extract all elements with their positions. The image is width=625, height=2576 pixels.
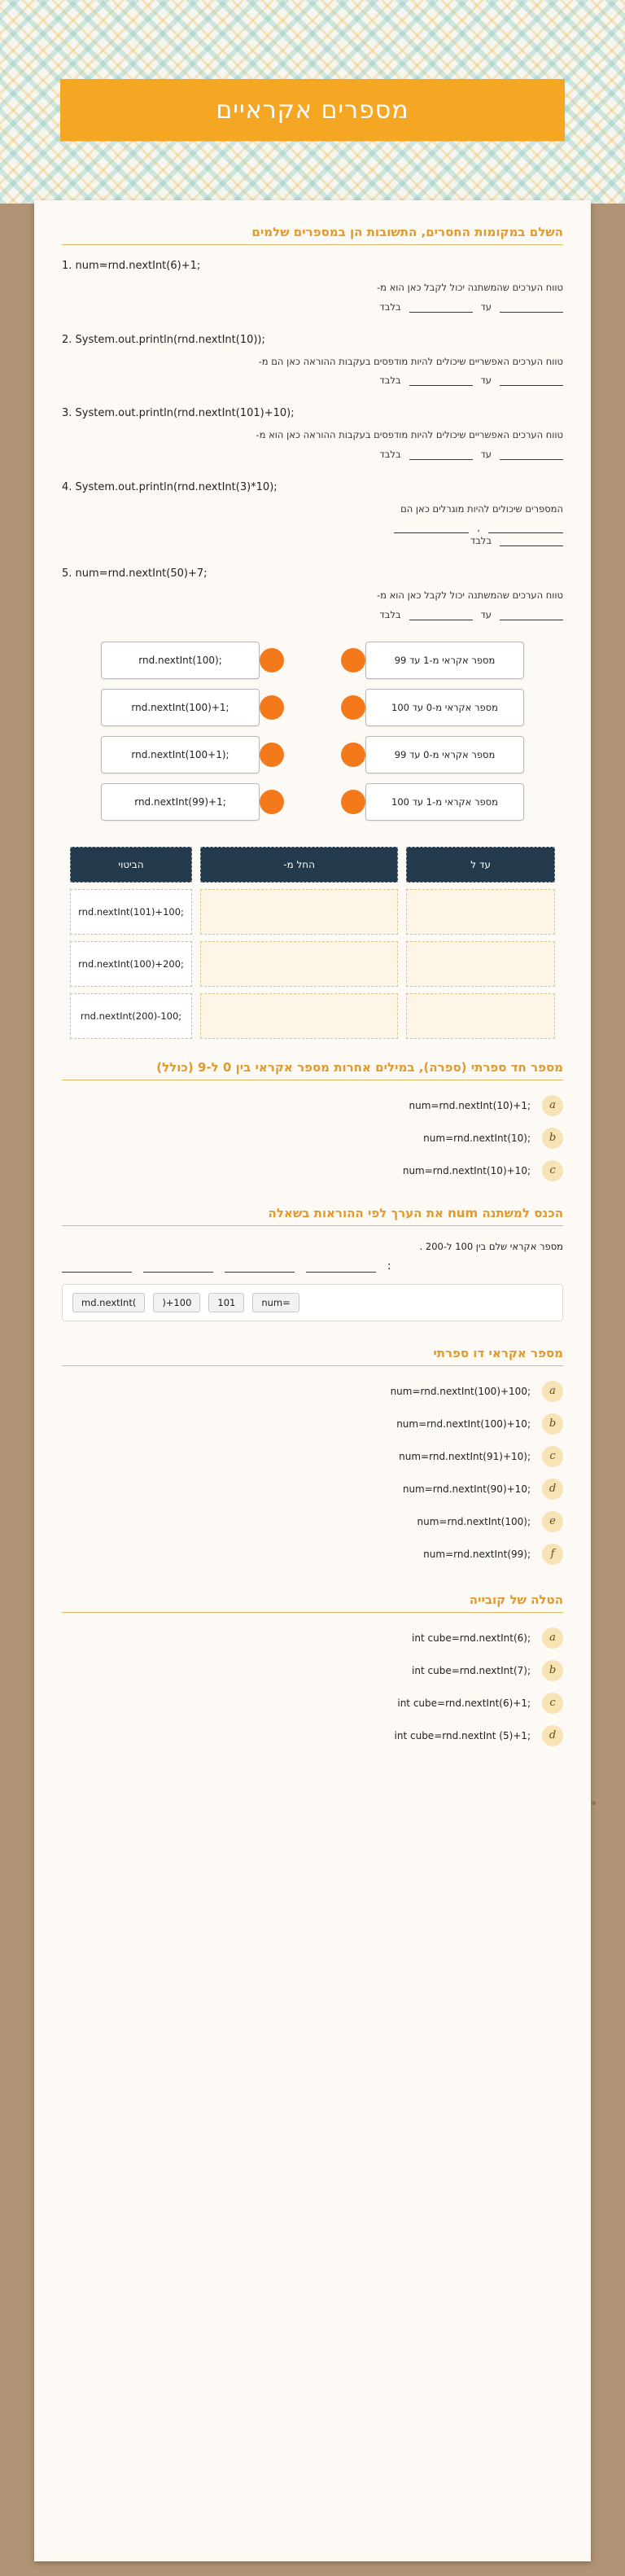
match-connector-dot[interactable] bbox=[260, 648, 284, 672]
option-text: int cube=rnd.nextInt(6)+1; bbox=[397, 1697, 531, 1709]
table-header-row bbox=[70, 847, 555, 883]
one-digit-options bbox=[62, 1095, 563, 1181]
match-code-box: rnd.nextInt(100); bbox=[101, 642, 260, 679]
option-text: int cube=rnd.nextInt(6); bbox=[412, 1632, 531, 1644]
to-label: עד bbox=[480, 608, 492, 620]
option-c[interactable] bbox=[62, 1693, 563, 1714]
match-connector-dot[interactable] bbox=[260, 743, 284, 767]
option-text: num=rnd.nextInt(10)+10; bbox=[402, 1164, 531, 1176]
match-code-box: rnd.nextInt(99)+1; bbox=[101, 783, 260, 821]
section-title-fill-in: השלם במקומות החסרים, התשובות הן במספרים שלמים bbox=[62, 225, 563, 245]
option-b[interactable] bbox=[62, 1660, 563, 1681]
match-connector-dot[interactable] bbox=[341, 648, 365, 672]
option-text: num=rnd.nextInt(10)+1; bbox=[409, 1099, 531, 1111]
option-e[interactable] bbox=[62, 1511, 563, 1532]
range-table bbox=[62, 840, 563, 1045]
match-row bbox=[101, 783, 524, 821]
match-connector-dot[interactable] bbox=[341, 790, 365, 814]
option-c[interactable] bbox=[62, 1160, 563, 1181]
assemble-instruction: מספר אקראי שלם בין 100 ל-200 . bbox=[419, 1240, 563, 1252]
table-cell-from[interactable] bbox=[200, 941, 398, 987]
match-description-3[interactable] bbox=[352, 736, 524, 773]
answer-blank[interactable] bbox=[306, 1261, 376, 1273]
question-5-desc: טווח הערכים שהמשתנה יכול לקבל כאן הוא מ- bbox=[376, 589, 563, 602]
table-cell-to[interactable] bbox=[406, 889, 555, 935]
option-letter: a bbox=[542, 1628, 563, 1649]
option-a[interactable] bbox=[62, 1095, 563, 1116]
match-code-box: rnd.nextInt(100+1); bbox=[101, 736, 260, 773]
two-digit-options bbox=[62, 1381, 563, 1565]
option-d[interactable] bbox=[62, 1479, 563, 1500]
match-description-box: מספר אקראי מ-0 עד 99 bbox=[365, 736, 524, 773]
option-letter: c bbox=[542, 1160, 563, 1181]
only-label: בלבד bbox=[379, 375, 401, 387]
to-label: עד bbox=[480, 300, 492, 313]
section-title-assemble: הכנס למשתנה num את הערך לפי ההוראות בשאלה bbox=[62, 1206, 563, 1226]
table-row bbox=[70, 889, 555, 935]
option-letter: d bbox=[542, 1479, 563, 1500]
question-2-code: 2. System.out.println(rnd.nextInt(10)); bbox=[62, 333, 265, 346]
option-a[interactable] bbox=[62, 1628, 563, 1649]
answer-blank[interactable] bbox=[500, 535, 563, 546]
answer-blank[interactable] bbox=[500, 301, 563, 313]
to-label: עד bbox=[480, 375, 492, 387]
option-letter: b bbox=[542, 1128, 563, 1149]
option-b[interactable] bbox=[62, 1128, 563, 1149]
table-cell-from[interactable] bbox=[200, 889, 398, 935]
table-header-to: עד ל bbox=[406, 847, 555, 883]
match-row bbox=[101, 689, 524, 726]
option-b[interactable] bbox=[62, 1413, 563, 1435]
question-1 bbox=[62, 260, 563, 313]
only-label: בלבד bbox=[470, 535, 492, 547]
option-letter: c bbox=[542, 1446, 563, 1467]
cube-options bbox=[62, 1628, 563, 1746]
assemble-answer-blanks bbox=[62, 1260, 563, 1273]
match-row bbox=[101, 736, 524, 773]
option-c[interactable] bbox=[62, 1446, 563, 1467]
answer-blank[interactable] bbox=[62, 1261, 132, 1273]
match-code-box: rnd.nextInt(100)+1; bbox=[101, 689, 260, 726]
token-nextint[interactable]: md.nextInt( bbox=[72, 1293, 145, 1312]
match-connector-dot[interactable] bbox=[341, 695, 365, 720]
question-1-blanks bbox=[62, 301, 563, 313]
question-2 bbox=[62, 334, 563, 387]
table-cell-from[interactable] bbox=[200, 993, 398, 1039]
match-connector-dot[interactable] bbox=[260, 790, 284, 814]
match-description-2[interactable] bbox=[352, 689, 524, 726]
option-letter: e bbox=[542, 1511, 563, 1532]
question-3 bbox=[62, 407, 563, 460]
table-cell-expression: rnd.nextInt(101)+100; bbox=[70, 889, 192, 935]
question-3-desc: טווח הערכים האפשריים שיכולים להיות מודפסים בעקבות ההוראה כאן הוא מ- bbox=[256, 429, 563, 441]
match-code-4[interactable] bbox=[101, 783, 273, 821]
question-1-code: 1. num=rnd.nextInt(6)+1; bbox=[62, 260, 201, 272]
question-2-blanks bbox=[62, 375, 563, 386]
table-row bbox=[70, 941, 555, 987]
table-cell-expression: rnd.nextInt(200)-100; bbox=[70, 993, 192, 1039]
table-row bbox=[70, 993, 555, 1039]
match-code-3[interactable] bbox=[101, 736, 273, 773]
match-description-box: מספר אקראי מ-1 עד 100 bbox=[365, 783, 524, 821]
token-101[interactable]: 101 bbox=[208, 1293, 244, 1312]
match-description-box: מספר אקראי מ-0 עד 100 bbox=[365, 689, 524, 726]
match-description-1[interactable] bbox=[352, 642, 524, 679]
match-description-4[interactable] bbox=[352, 783, 524, 821]
option-text: num=rnd.nextInt(90)+10; bbox=[402, 1483, 531, 1495]
question-3-blanks bbox=[62, 449, 563, 460]
decorative-header-band bbox=[0, 0, 625, 204]
option-text: int cube=rnd.nextInt (5)+1; bbox=[394, 1729, 531, 1741]
option-letter: b bbox=[542, 1660, 563, 1681]
only-label: בלבד bbox=[379, 608, 401, 620]
section-title-two-digit: מספר אקראי דו ספרתי bbox=[62, 1346, 563, 1366]
to-label: , bbox=[477, 522, 480, 534]
option-text: num=rnd.nextInt(100); bbox=[417, 1515, 531, 1527]
question-4-code: 4. System.out.println(rnd.nextInt(3)*10); bbox=[62, 480, 278, 493]
match-row bbox=[101, 642, 524, 679]
question-5 bbox=[62, 567, 563, 620]
match-code-2[interactable] bbox=[101, 689, 273, 726]
section-title-one-digit: מספר חד ספרתי (ספרה), במילים אחרות מספר אקראי בין 0 ל-9 (כולל) bbox=[62, 1060, 563, 1080]
option-letter: a bbox=[542, 1381, 563, 1402]
question-4 bbox=[62, 481, 563, 547]
answer-blank[interactable] bbox=[225, 1261, 295, 1273]
table-header-expression: הביטוי bbox=[70, 847, 192, 883]
section-title-cube: הטלה של קובייה bbox=[62, 1592, 563, 1613]
question-4-blanks bbox=[62, 522, 563, 533]
token-plus-100[interactable]: )+100 bbox=[153, 1293, 200, 1312]
option-letter: f bbox=[542, 1544, 563, 1565]
question-4-blanks-second bbox=[62, 535, 563, 546]
option-text: num=rnd.nextInt(99); bbox=[423, 1548, 531, 1560]
assemble-colon: : bbox=[387, 1260, 391, 1273]
worksheet-sheet bbox=[34, 200, 591, 2561]
answer-blank[interactable] bbox=[488, 522, 563, 533]
option-a[interactable] bbox=[62, 1381, 563, 1402]
question-3-code: 3. System.out.println(rnd.nextInt(101)+10); bbox=[62, 407, 295, 420]
option-text: num=rnd.nextInt(100)+100; bbox=[390, 1385, 531, 1397]
option-d[interactable] bbox=[62, 1725, 563, 1746]
option-letter: d bbox=[542, 1725, 563, 1746]
answer-blank[interactable] bbox=[500, 449, 563, 460]
match-description-box: מספר אקראי מ-1 עד 99 bbox=[365, 642, 524, 679]
page-title: מספרים אקראיים bbox=[60, 79, 565, 141]
option-letter: a bbox=[542, 1095, 563, 1116]
match-connector-dot[interactable] bbox=[341, 743, 365, 767]
option-letter: b bbox=[542, 1413, 563, 1435]
table-cell-to[interactable] bbox=[406, 941, 555, 987]
answer-blank[interactable] bbox=[500, 609, 563, 620]
answer-blank[interactable] bbox=[409, 375, 473, 386]
answer-blank[interactable] bbox=[409, 449, 473, 460]
match-connector-dot[interactable] bbox=[260, 695, 284, 720]
only-label: בלבד bbox=[379, 448, 401, 460]
option-text: num=rnd.nextInt(91)+10); bbox=[399, 1450, 531, 1462]
answer-blank[interactable] bbox=[500, 375, 563, 386]
table-cell-to[interactable] bbox=[406, 993, 555, 1039]
table-header-from: החל מ- bbox=[200, 847, 398, 883]
question-5-code: 5. num=rnd.nextInt(50)+7; bbox=[62, 567, 208, 580]
question-4-desc: המספרים שיכולים להיות מוגרלים כאן הם bbox=[400, 502, 563, 515]
to-label: עד bbox=[480, 448, 492, 460]
question-1-desc: טווח הערכים שהמשתנה יכול לקבל כאן הוא מ- bbox=[376, 282, 563, 293]
only-label: בלבד bbox=[379, 300, 401, 313]
answer-blank[interactable] bbox=[409, 301, 473, 313]
option-letter: c bbox=[542, 1693, 563, 1714]
match-code-1[interactable] bbox=[101, 642, 273, 679]
option-text: num=rnd.nextInt(100)+10; bbox=[396, 1417, 531, 1430]
matching-exercise bbox=[62, 642, 563, 821]
answer-blank[interactable] bbox=[143, 1261, 213, 1273]
table-cell-expression: rnd.nextInt(100)+200; bbox=[70, 941, 192, 987]
option-text: num=rnd.nextInt(10); bbox=[423, 1132, 531, 1144]
answer-blank[interactable] bbox=[394, 522, 469, 533]
question-5-blanks bbox=[62, 609, 563, 620]
question-2-desc: טווח הערכים האפשריים שיכולים להיות מודפסים בעקבות ההוראה כאן הם מ- bbox=[258, 355, 563, 367]
option-f[interactable] bbox=[62, 1544, 563, 1565]
option-text: int cube=rnd.nextInt(7); bbox=[412, 1664, 531, 1676]
token-num-assign[interactable]: num= bbox=[252, 1293, 299, 1312]
token-bank bbox=[62, 1284, 563, 1321]
answer-blank[interactable] bbox=[409, 609, 473, 620]
